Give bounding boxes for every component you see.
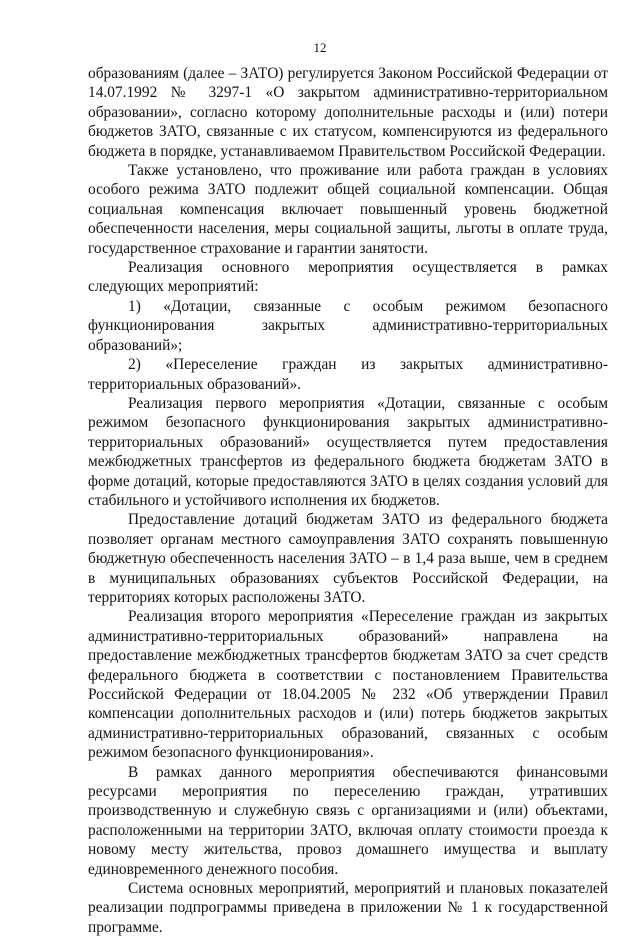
page-number: 12 xyxy=(313,40,327,55)
paragraph-activities-intro: Реализация основного мероприятия осуществляется в рамках следующих мероприятий: xyxy=(88,259,608,296)
document-body xyxy=(88,64,608,937)
list-item-subsidies: 1) «Дотации, связанные с особым режимом безопасного функционирования закрытых административно-территориальных образований»; xyxy=(88,297,608,354)
paragraph-second-activity: Реализация второго мероприятия «Переселение граждан из закрытых административно-территориальных образований» направлена на предоставление межбюджетных трансфертов бюджетам ЗАТО за счет средств федерального бюджета в соответствии с постановлением Правительства Российской Федерации от 18.04.2005 № 232 «Об утверждении Правил компенсации дополнительных расходов и (или) потерь бюджетов закрытых административно-территориальных образований, связанных с особым режимом безопасного функционирования». xyxy=(88,608,608,762)
paragraph-zato-law: образованиям (далее – ЗАТО) регулируется Законом Российской Федерации от 14.07.1992 № 3297-1 «О закрытом административно-территориальном образовании», согласно которому дополнительные расходы и (или) потери бюджетов ЗАТО, связанные с их статусом, компенсируются из федерального бюджета в порядке, устанавливаемом Правительством Российской Федерации. xyxy=(88,65,608,160)
paragraph-social-compensation: Также установлено, что проживание или работа граждан в условиях особого режима ЗАТО подлежит общей социальной компенсации. Общая социальная компенсация включает повышенный уровень бюджетной обеспеченности населения, меры социальной защиты, льготы в оплате труда, государственное страхование и гарантии занятости. xyxy=(88,162,608,257)
paragraph-first-activity: Реализация первого мероприятия «Дотации, связанные с особым режимом безопасного функционирования закрытых административно-территориальных образований» осуществляется путем предоставления межбюджетных трансфертов из федерального бюджета бюджетам ЗАТО в форме дотаций, которые предоставляются ЗАТО в целях создания условий для стабильного и устойчивого исполнения их бюджетов. xyxy=(88,394,608,509)
paragraph-resettlement-funding: В рамках данного мероприятия обеспечиваются финансовыми ресурсами мероприятия по переселению граждан, утративших производственную и служебную связь с организациями и (или) объектами, расположенными на территории ЗАТО, включая оплату стоимости проезда к новому месту жительства, провоз домашнего имущества и выплату единовременного денежного пособия. xyxy=(88,763,608,878)
list-item-resettlement: 2) «Переселение граждан из закрытых административно-территориальных образований». xyxy=(88,356,608,393)
paragraph-subsidy-effect: Предоставление дотаций бюджетам ЗАТО из федерального бюджета позволяет органам местного самоуправления ЗАТО сохранять повышенную бюджетную обеспеченность населения ЗАТО – в 1,4 раза выше, чем в среднем в муниципальных образованиях субъектов Российской Федерации, на территориях которых расположены ЗАТО. xyxy=(88,511,608,606)
paragraph-appendix-reference: Система основных мероприятий, мероприятий и плановых показателей реализации подпрограммы приведена в приложении № 1 к государственной программе. xyxy=(88,880,608,936)
